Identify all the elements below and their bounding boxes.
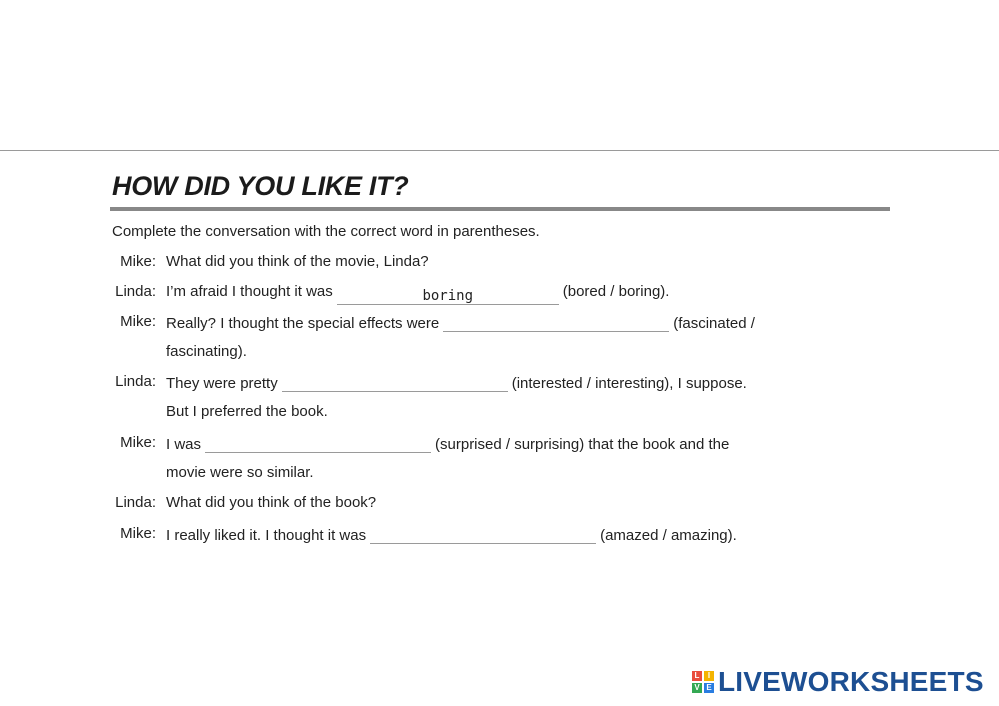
dialogue-text: [166, 492, 376, 514]
logo-letter: L: [692, 671, 702, 681]
dialogue-text: [166, 341, 247, 363]
logo-letter: I: [704, 671, 714, 681]
answer-blank-1[interactable]: boring: [337, 288, 559, 305]
logo-mark-icon: [692, 671, 714, 693]
answer-blank-5[interactable]: [370, 527, 596, 544]
worksheet-title: HOW DID YOU LIKE IT?: [112, 171, 409, 201]
dialogue-line: [0, 311, 999, 333]
answer-blank-3[interactable]: [282, 375, 508, 392]
logo-letter: E: [704, 683, 714, 693]
dialogue-options: (surprised / surprising) that the book and the: [435, 436, 730, 453]
answer-blank-2[interactable]: [443, 315, 669, 332]
dialogue-text: [166, 281, 669, 303]
dialogue-before: But I preferred the book.: [166, 403, 328, 420]
dialogue-options: (interested / interesting), I suppose.: [511, 375, 747, 392]
speaker-label: Mike:: [120, 525, 156, 542]
dialogue-text: [166, 432, 729, 456]
dialogue-text: [166, 251, 429, 273]
dialogue-options: (bored / boring).: [562, 283, 670, 300]
dialogue-before: movie were so similar.: [166, 464, 314, 481]
dialogue-text: [166, 311, 755, 335]
dialogue-before: I really liked it. I thought it was: [166, 527, 367, 544]
dialogue-line: [0, 281, 999, 303]
dialogue-before: What did you think of the movie, Linda?: [166, 253, 429, 270]
dialogue-before: fascinating).: [166, 343, 247, 360]
instructions: Complete the conversation with the correct word in parentheses.: [112, 223, 540, 240]
logo-letter: V: [692, 683, 702, 693]
dialogue-before: What did you think of the book?: [166, 494, 377, 511]
speaker-label: Mike:: [120, 434, 156, 451]
dialogue-line: [0, 341, 999, 363]
dialogue-line: [0, 523, 999, 545]
dialogue-line: [0, 492, 999, 514]
dialogue-text: [166, 523, 737, 547]
dialogue-options: (fascinated /: [673, 315, 755, 332]
liveworksheets-logo[interactable]: [692, 666, 984, 697]
dialogue-before: I was: [166, 436, 202, 453]
dialogue-before: Really? I thought the special effects were: [166, 315, 440, 332]
dialogue-line: [0, 401, 999, 423]
dialogue-text: [166, 401, 328, 423]
dialogue-line: [0, 371, 999, 393]
answer-blank-4[interactable]: [205, 436, 431, 453]
speaker-label: Linda:: [115, 494, 156, 511]
dialogue-before: They were pretty: [166, 375, 278, 392]
speaker-label: Mike:: [120, 253, 156, 270]
speaker-label: Linda:: [115, 373, 156, 390]
dialogue-text: [166, 371, 747, 395]
dialogue-line: [0, 432, 999, 454]
top-divider: [0, 150, 999, 151]
dialogue-text: [166, 462, 314, 484]
dialogue-options: (amazed / amazing).: [600, 527, 737, 544]
logo-wordmark: LIVEWORKSHEETS: [718, 666, 984, 697]
dialogue-before: I’m afraid I thought it was: [166, 283, 333, 300]
dialogue-line: [0, 251, 999, 273]
dialogue-line: [0, 462, 999, 484]
speaker-label: Mike:: [120, 313, 156, 330]
title-underline: [110, 207, 890, 211]
speaker-label: Linda:: [115, 283, 156, 300]
